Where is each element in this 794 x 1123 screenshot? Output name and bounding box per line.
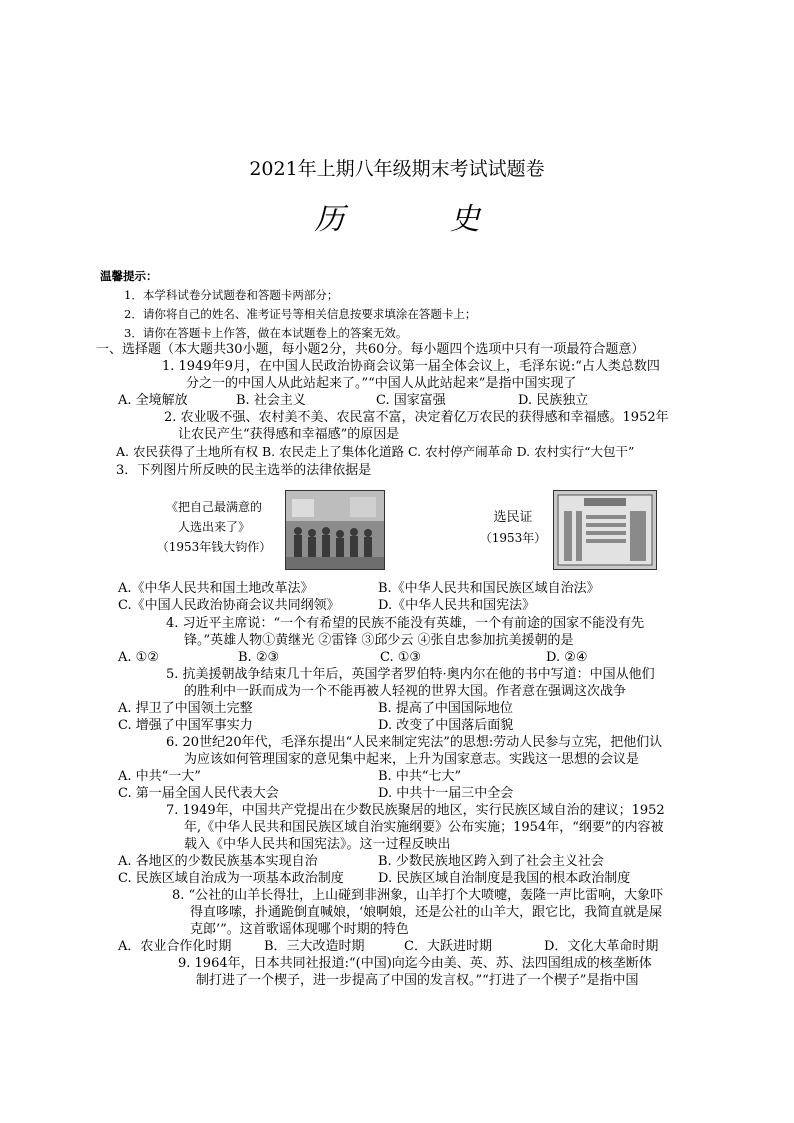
q6-option-b: B. 中共“七大” <box>378 769 462 784</box>
q6-option-a: A. 中共“一大” <box>118 769 201 784</box>
q3-stem: 3．下列图片所反映的民主选举的法律依据是 <box>116 463 372 478</box>
voter-card-image <box>553 490 657 570</box>
q9-stem-1: 9. 1964年，日本共同社报道:“(中国)向迄今由美、英、苏、法四国组成的核垄断体 <box>178 956 652 971</box>
q7-option-a: A. 各地区的少数民族基本实现自治 <box>118 854 318 869</box>
q2-options: A. 农民获得了土地所有权 B. 农民走上了集体化道路 C. 农村停产闹革命 D. 农村实行“大包干” <box>116 444 635 459</box>
q7-stem-3: 载入《中华人民共和国宪法》。这一过程反映出 <box>184 837 451 852</box>
q5-option-b: B. 提高了中国国际地位 <box>378 701 513 716</box>
q2-stem-2: 让农民产生“获得感和幸福感”的原因是 <box>178 427 400 442</box>
q1-option-d: D. 民族独立 <box>518 393 589 408</box>
tip-item: 1．本学科试卷分试题卷和答题卡两部分； <box>124 288 339 302</box>
q4-stem-1: 4. 习近平主席说：“一个有希望的民族不能没有英雄，一个有前途的国家不能没有先 <box>166 616 645 631</box>
q4-option-c: C. ①③ <box>380 650 422 665</box>
q3-option-b: B.《中华人民共和国民族区域自治法》 <box>378 581 600 596</box>
q7-option-d: D. 民族区域自治制度是我国的根本政治制度 <box>378 871 631 886</box>
q4-option-b: B. ②③ <box>238 650 280 665</box>
q3-option-c: C.《中国人民政治协商会议共同纲领》 <box>118 598 340 613</box>
tip-item: 3．请你在答题卡上作答，做在本试题卷上的答案无效。 <box>124 326 408 340</box>
q1-option-c: C. 国家富强 <box>376 393 446 408</box>
q4-option-d: D. ②④ <box>546 650 588 665</box>
q5-option-a: A. 捍卫了中国领土完整 <box>118 701 253 716</box>
q1-stem-1: 1. 1949年9月，在中国人民政治协商会议第一届全体会议上，毛泽东说:“占人类总数四 <box>162 359 660 374</box>
q8-option-a: A．农业合作化时期 <box>118 939 232 954</box>
q5-stem-1: 5. 抗美援朝战争结束几十年后，英国学者罗伯特·奥内尔在他的书中写道：中国从他们 <box>166 667 655 682</box>
q8-stem-2: 得直哆嗦，扑通跪倒直喊娘，‘娘啊娘，还是公社的山羊大，跟它比，我简直就是屎 <box>190 905 663 920</box>
q5-stem-2: 的胜利中一跃而成为一个不能再被人轻视的世界大国。作者意在强调这次战争 <box>184 684 627 699</box>
q1-option-a: A. 全境解放 <box>118 393 188 408</box>
q3-option-d: D.《中华人民共和国宪法》 <box>378 598 536 613</box>
q6-option-d: D. 中共十一届三中全会 <box>378 786 514 801</box>
q1-option-b: B. 社会主义 <box>236 393 306 408</box>
q2-stem-1: 2. 农业吸不强、农村美不美、农民富不富，决定着亿万农民的获得感和幸福感。1952年 <box>164 410 669 425</box>
q4-option-a: A. ①② <box>118 650 159 665</box>
q7-option-b: B. 少数民族地区跨入到了社会主义社会 <box>378 854 604 869</box>
q3-option-a: A.《中华人民共和国土地改革法》 <box>118 581 314 596</box>
tips-heading: 温馨提示： <box>100 269 158 283</box>
page-title: 2021年上期八年级期末考试试题卷 <box>249 158 545 180</box>
q3-caption-1: 《把自己最满意的 人选出来了》 （1953年钱大钧作） <box>156 500 272 554</box>
q8-stem-1: 8. “公社的山羊长得壮，上山碰到非洲象，山羊打个大喷嚏，轰隆一声比雷响，大象吓 <box>172 888 664 903</box>
section-heading: 一、选择题（本大题共30小题，每小题2分，共60分。每小题四个选项中只有一项最符合题意） <box>96 342 645 357</box>
q7-stem-1: 7. 1949年，中国共产党提出在少数民族聚居的地区，实行民族区域自治的建议；1952 <box>166 803 665 818</box>
q1-stem-2: 分之一的中国人从此站起来了。”“中国人从此站起来”是指中国实现了 <box>186 376 577 391</box>
tip-item: 2．请你将自己的姓名、准考证号等相关信息按要求填涂在答题卡上； <box>124 307 477 321</box>
q8-stem-3: 克郎’”。这首歌谣体现哪个时期的特色 <box>190 922 409 937</box>
q6-stem-2: 为应该如何管理国家的意见集中起来，上升为国家意志。实践这一思想的会议是 <box>184 752 640 767</box>
q8-option-d: D．文化大革命时期 <box>544 939 659 954</box>
q9-stem-2: 制打进了一个楔子，进一步提高了中国的发言权。”“打进了一个楔子”是指中国 <box>196 973 639 988</box>
q5-option-d: D. 改变了中国落后面貌 <box>378 718 514 733</box>
q8-option-b: B．三大改造时期 <box>264 939 365 954</box>
painting-image <box>285 490 385 570</box>
q3-caption-2: 选民证 （1953年） <box>479 510 547 545</box>
subject-heading: 历 史 <box>314 202 528 237</box>
q4-stem-2: 锋。”英雄人物①黄继光 ②雷锋 ③邱少云 ④张自忠参加抗美援朝的是 <box>184 633 574 648</box>
q6-stem-1: 6. 20世纪20年代，毛泽东提出“人民来制定宪法”的思想:劳动人民参与立宪，把他们认 <box>166 735 663 750</box>
q5-option-c: C. 增强了中国军事实力 <box>118 718 253 733</box>
q7-option-c: C. 民族区域自治成为一项基本政治制度 <box>118 871 344 886</box>
q6-option-c: C. 第一届全国人民代表大会 <box>118 786 279 801</box>
q7-stem-2: 年,《中华人民共和国民族区域自治实施纲要》公布实施；1954年，“纲要”的内容被 <box>184 820 664 835</box>
q8-option-c: C．大跃进时期 <box>404 939 492 954</box>
